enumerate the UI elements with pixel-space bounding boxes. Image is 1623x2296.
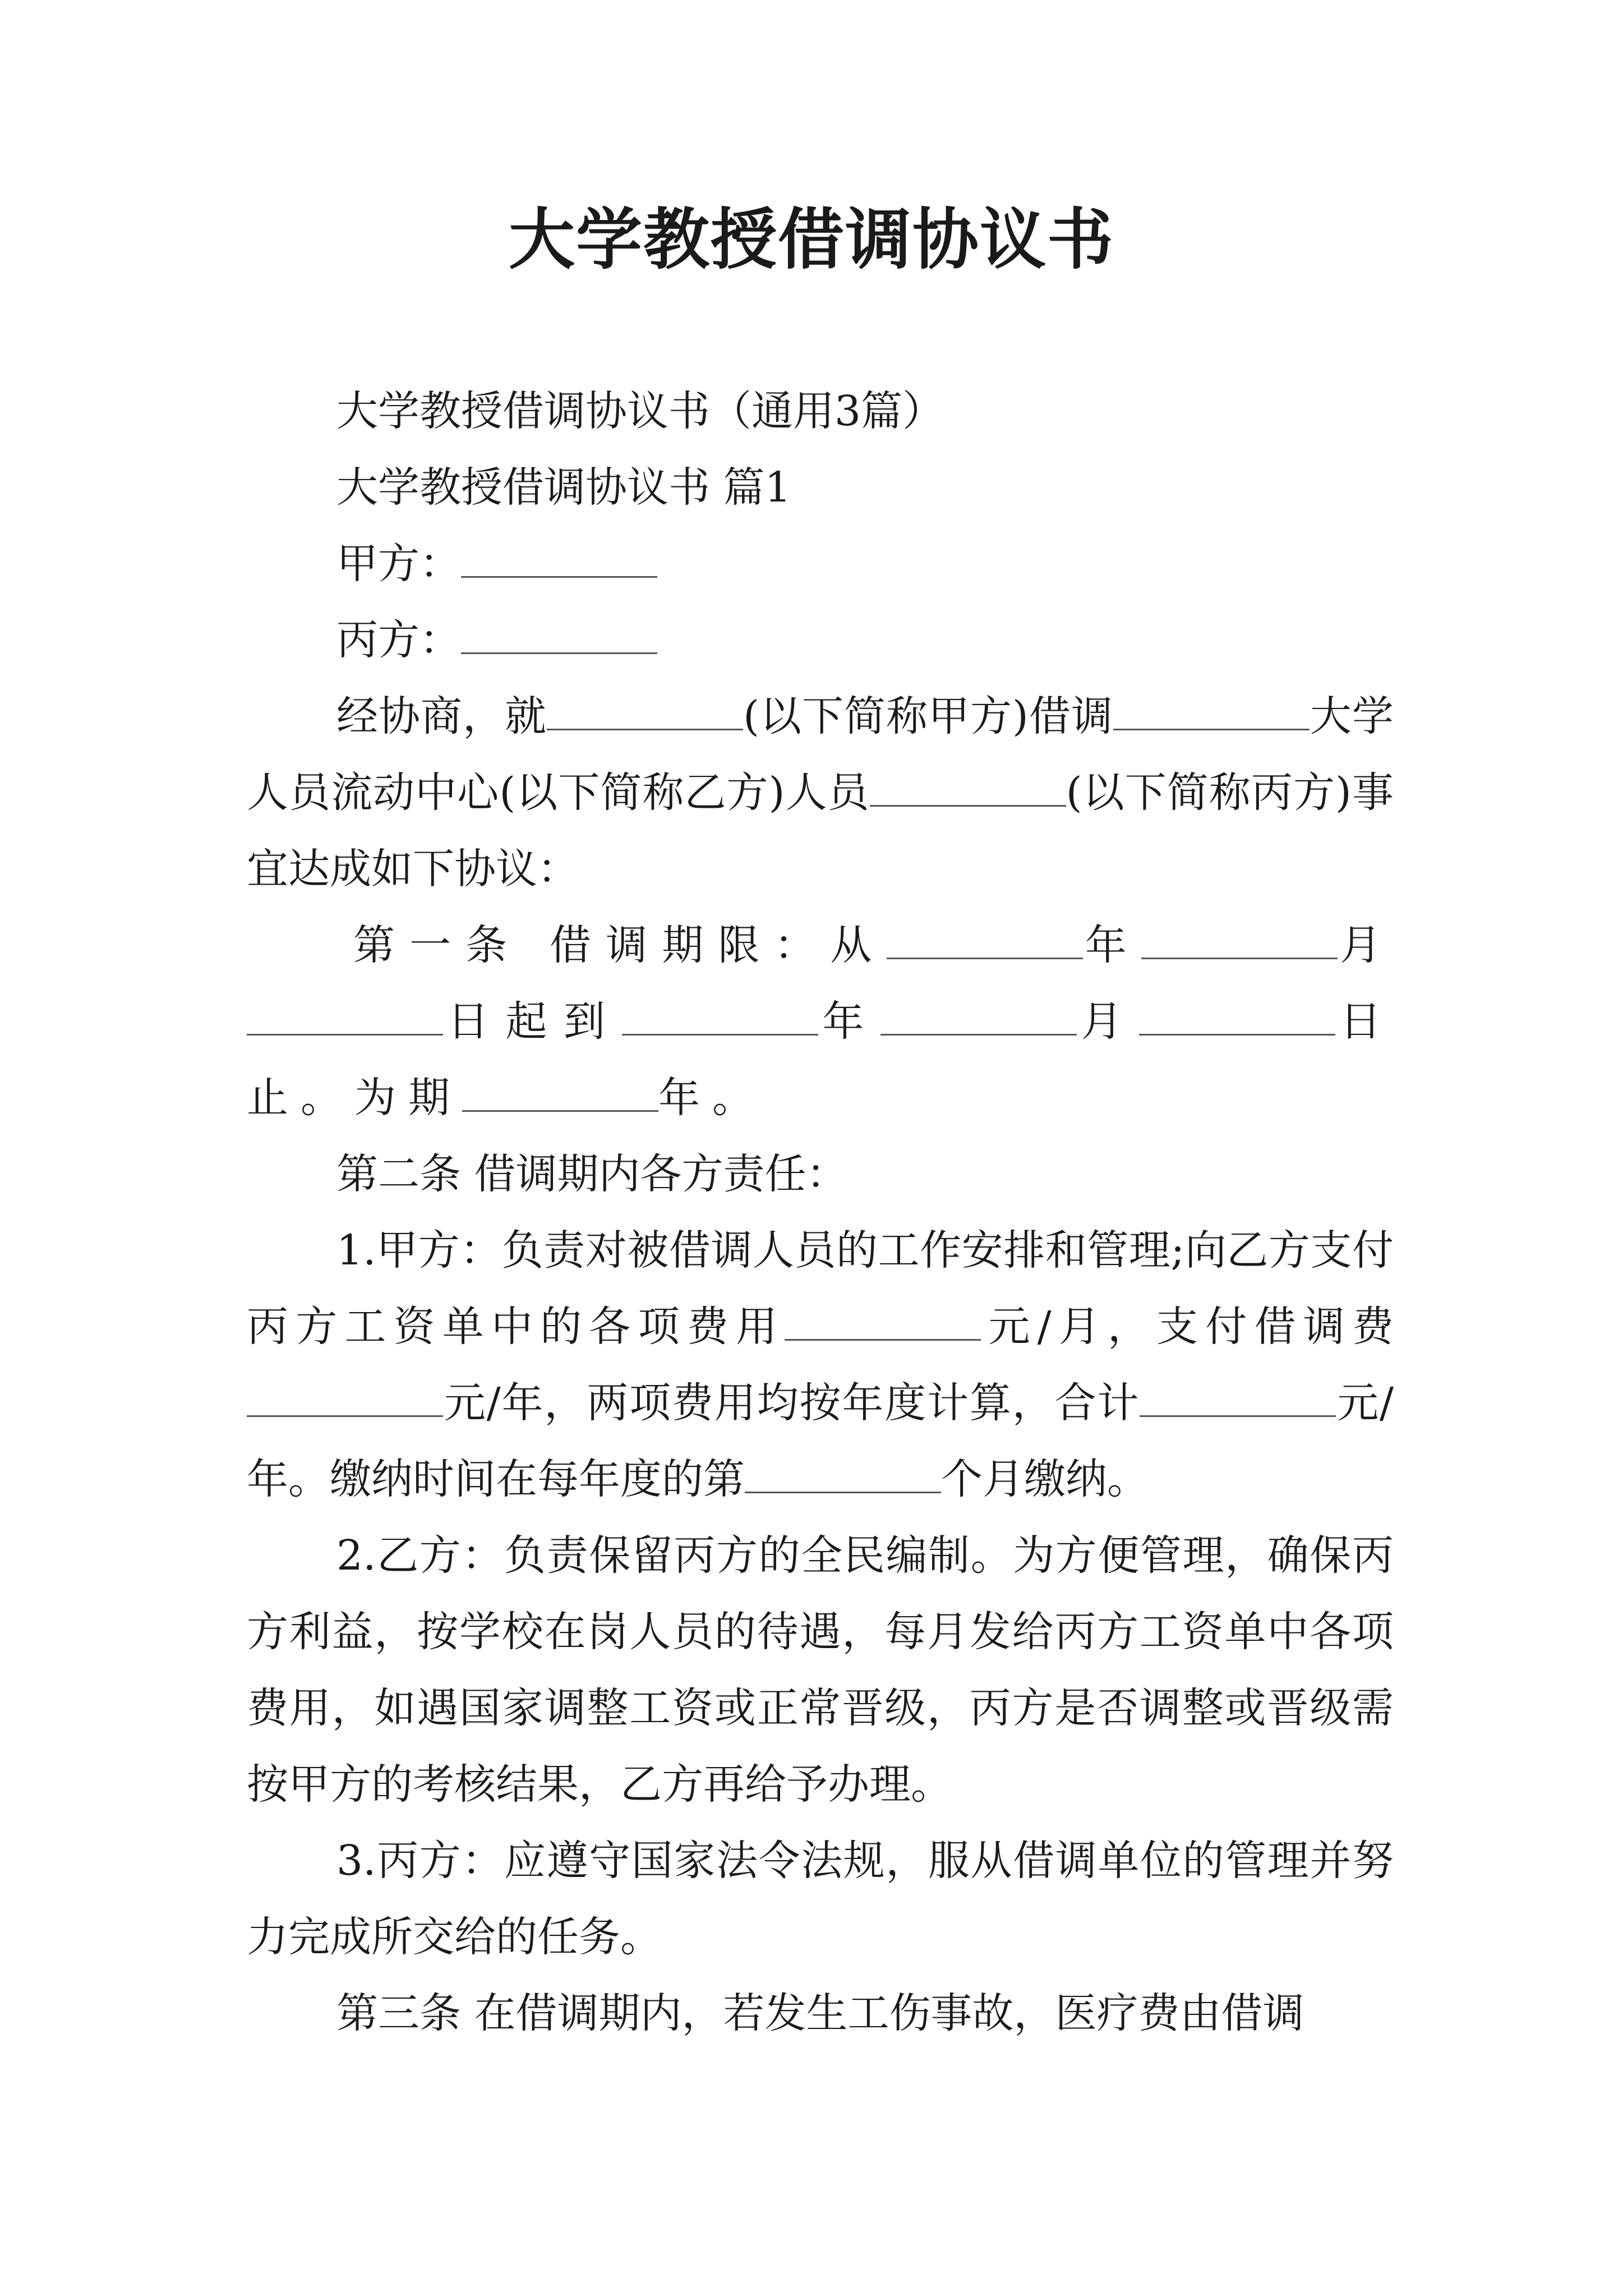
blank-line — [880, 1000, 1077, 1036]
text-run: 年 — [818, 997, 881, 1046]
text-run: 元/月，支付借调费 — [981, 1303, 1394, 1351]
text-run: 日止。为期 — [247, 997, 1394, 1122]
text-run: 1.甲方：负责对被借调人员的工作安排和管理;向乙方支付丙方工资单中的各项费用 — [247, 1226, 1394, 1351]
blank-line — [785, 1305, 981, 1341]
text-run: 月 — [1077, 997, 1140, 1046]
blank-line — [461, 542, 657, 578]
item-1-paragraph — [247, 1212, 1394, 1517]
party-c-line — [247, 602, 1394, 678]
blank-line — [887, 924, 1083, 959]
article-1-paragraph — [247, 907, 1394, 1136]
blank-line — [547, 695, 743, 730]
blank-line — [461, 619, 657, 654]
document-title: 大学教授借调协议书 — [508, 200, 1114, 278]
text-run: 元/年，两项费用均按年度计算，合计 — [443, 1379, 1140, 1427]
blank-line — [1113, 695, 1310, 730]
blank-line — [1141, 924, 1338, 959]
article-2-heading: 第二条 借调期内各方责任： — [336, 1150, 848, 1198]
blank-line — [247, 1382, 443, 1417]
part-heading: 大学教授借调协议书 篇1 — [336, 463, 791, 512]
item-2-paragraph: 2.乙方：负责保留丙方的全民编制。为方便管理，确保丙方利益，按学校在岗人员的待遇，每月发给丙方工资单中各项费用，如遇国家调整工资或正常晋级，丙方是否调整或晋级需按甲方的考核结果，乙方再给予办理。 — [247, 1531, 1394, 1809]
text-run: 年 — [1082, 921, 1141, 969]
party-a-line — [247, 526, 1394, 602]
blank-line — [1140, 1382, 1336, 1417]
article-3-paragraph: 第三条 在借调期内，若发生工伤事故，医疗费由借调 — [336, 1989, 1304, 2037]
blank-line — [870, 771, 1066, 807]
intro-paragraph — [247, 678, 1394, 907]
item-3-paragraph: 3.丙方：应遵守国家法令法规，服从借调单位的管理并努力完成所交给的任务。 — [247, 1837, 1394, 1961]
blank-line — [462, 1076, 658, 1112]
text-run: 年。 — [658, 1074, 766, 1122]
text-run: 大学人员流动中心(以下简称乙方)人员 — [247, 692, 1394, 817]
blank-line — [1139, 1000, 1335, 1036]
document-body — [247, 373, 1394, 2051]
party-a-label: 甲方： — [336, 540, 461, 588]
text-run: (以下简称甲方)借调 — [743, 692, 1113, 740]
text-run: 第一条 借调期限：从 — [353, 921, 887, 969]
text-run: 个月缴纳。 — [941, 1455, 1149, 1503]
blank-line — [247, 1000, 443, 1036]
blank-line — [745, 1458, 941, 1493]
text-run: (以下简称丙方)事宜达成如下协议： — [247, 769, 1394, 893]
text-run: 元/年。缴纳时间在每年度的第 — [247, 1379, 1394, 1503]
subtitle-line: 大学教授借调协议书（通用3篇） — [336, 387, 944, 435]
party-c-label: 丙方： — [336, 616, 461, 664]
blank-line — [622, 1000, 818, 1036]
text-run: 月 — [1337, 921, 1394, 969]
text-run: 日起到 — [443, 997, 622, 1046]
text-run: 经协商，就 — [336, 692, 547, 740]
